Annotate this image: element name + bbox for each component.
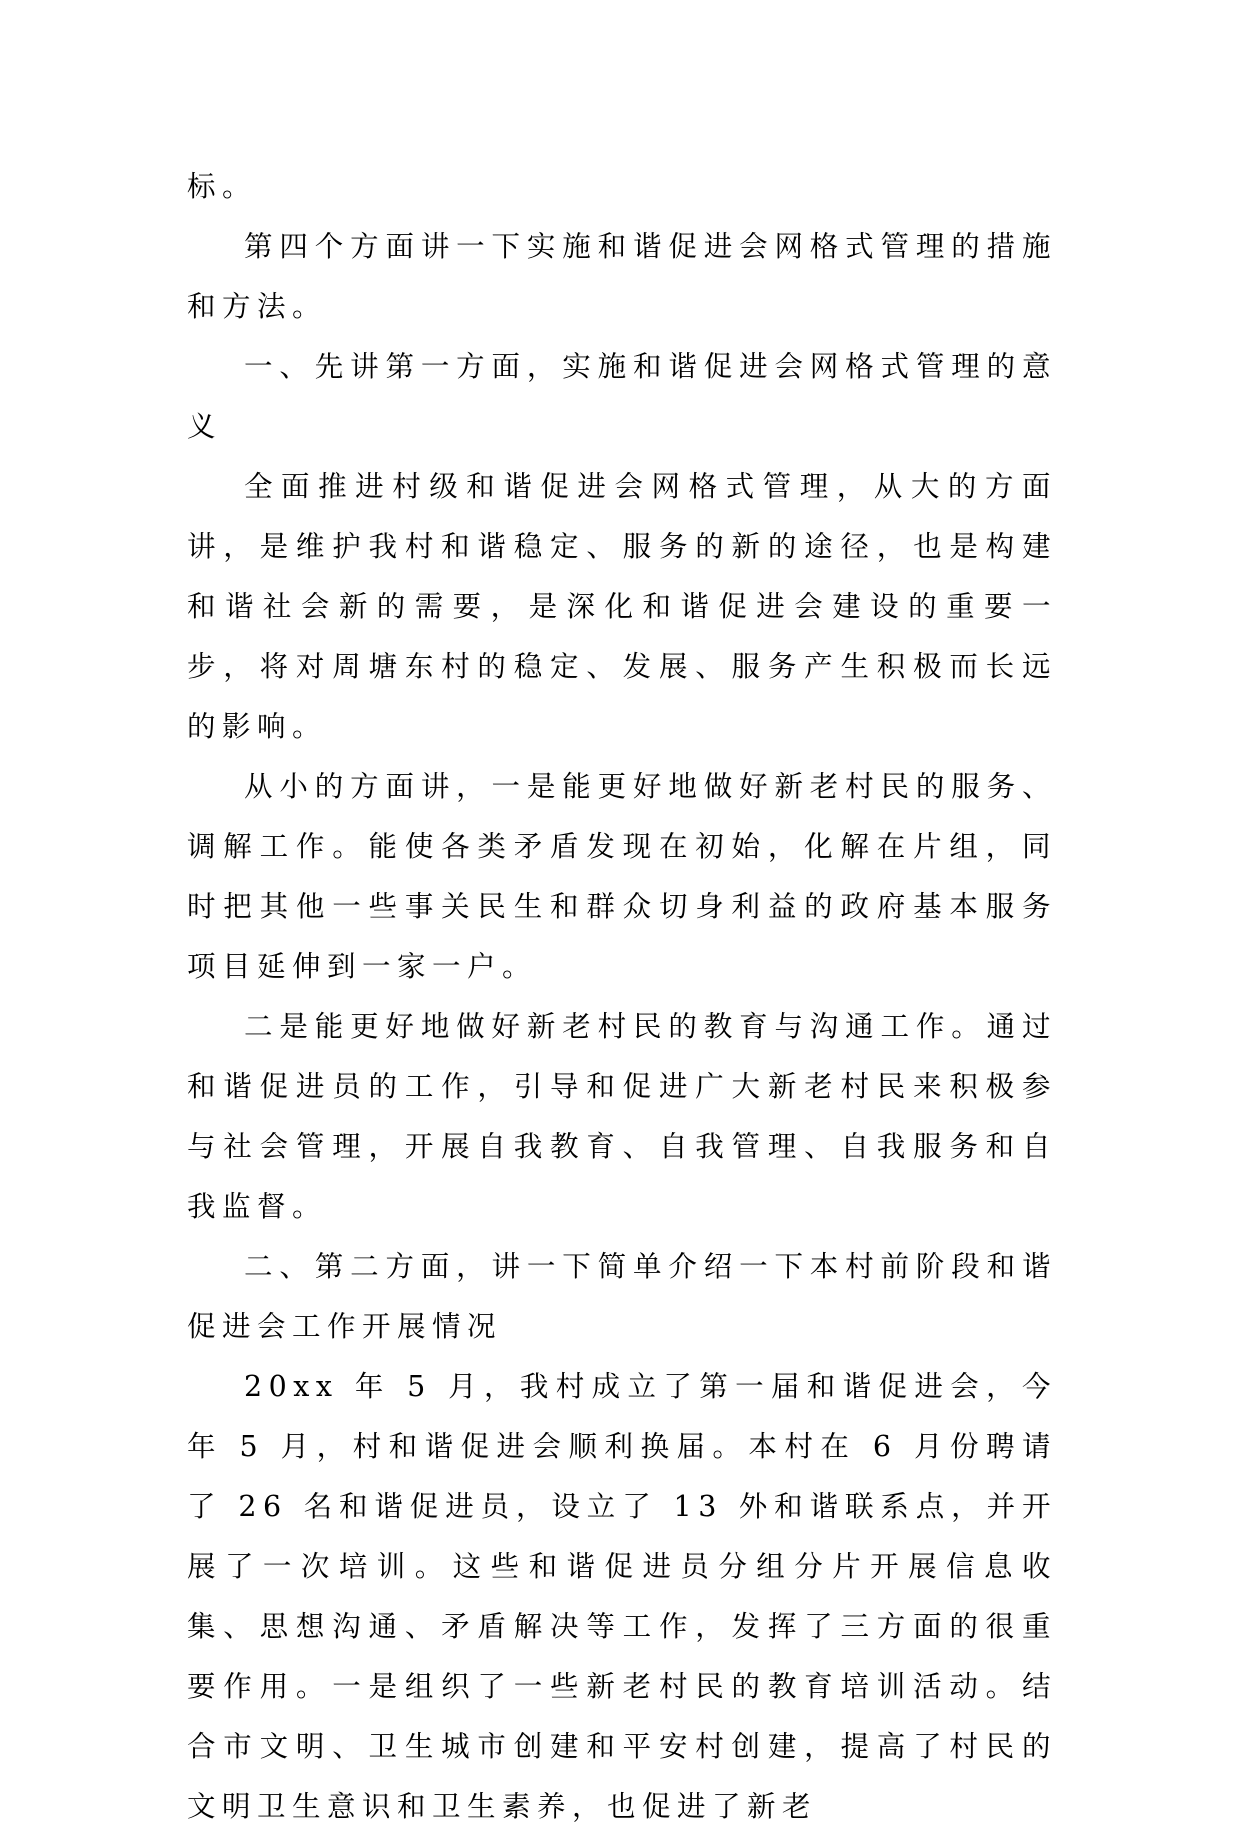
heading-part-one: 一、先讲第一方面，实施和谐促进会网格式管理的意义 bbox=[187, 350, 1057, 443]
paragraph-small-aspect: 从小的方面讲，一是能更好地做好新老村民的服务、调解工作。能使各类矛盾发现在初始，化解在片组，同时把其他一些事关民生和群众切身利益的政府基本服务项目延伸到一家一户。 bbox=[187, 770, 1057, 983]
paragraph-overall-significance: 全面推进村级和谐促进会网格式管理，从大的方面讲，是维护我村和谐稳定、服务的新的途径，也是构建和谐社会新的需要，是深化和谐促进会建设的重要一步，将对周塘东村的稳定、发展、服务产生积极而长远的影响。 bbox=[187, 470, 1057, 743]
paragraph-work-status: 20xx 年 5 月，我村成立了第一届和谐促进会，今年 5 月，村和谐促进会顺利换届。本村在 6 月份聘请了 26 名和谐促进员，设立了 13 外和谐联系点，并开展了一次培训。这些和谐促进员分组分片开展信息收集、思想沟通、矛盾解决等工作，发挥了三方面的很重要作用。一是组织了一些新老村民的教育培训活动。结合市文明、卫生城市创建和平安村创建，提高了村民的文明卫生意识和卫生素养，也促进了新老 bbox=[187, 1370, 1057, 1823]
paragraph-section-four: 第四个方面讲一下实施和谐促进会网格式管理的措施和方法。 bbox=[187, 230, 1057, 323]
document-body bbox=[187, 157, 1057, 1837]
paragraph-continuation: 标。 bbox=[187, 170, 258, 203]
heading-part-two: 二、第二方面，讲一下简单介绍一下本村前阶段和谐促进会工作开展情况 bbox=[187, 1250, 1057, 1343]
paragraph-education-communication: 二是能更好地做好新老村民的教育与沟通工作。通过和谐促进员的工作，引导和促进广大新老村民来积极参与社会管理，开展自我教育、自我管理、自我服务和自我监督。 bbox=[187, 1010, 1057, 1223]
